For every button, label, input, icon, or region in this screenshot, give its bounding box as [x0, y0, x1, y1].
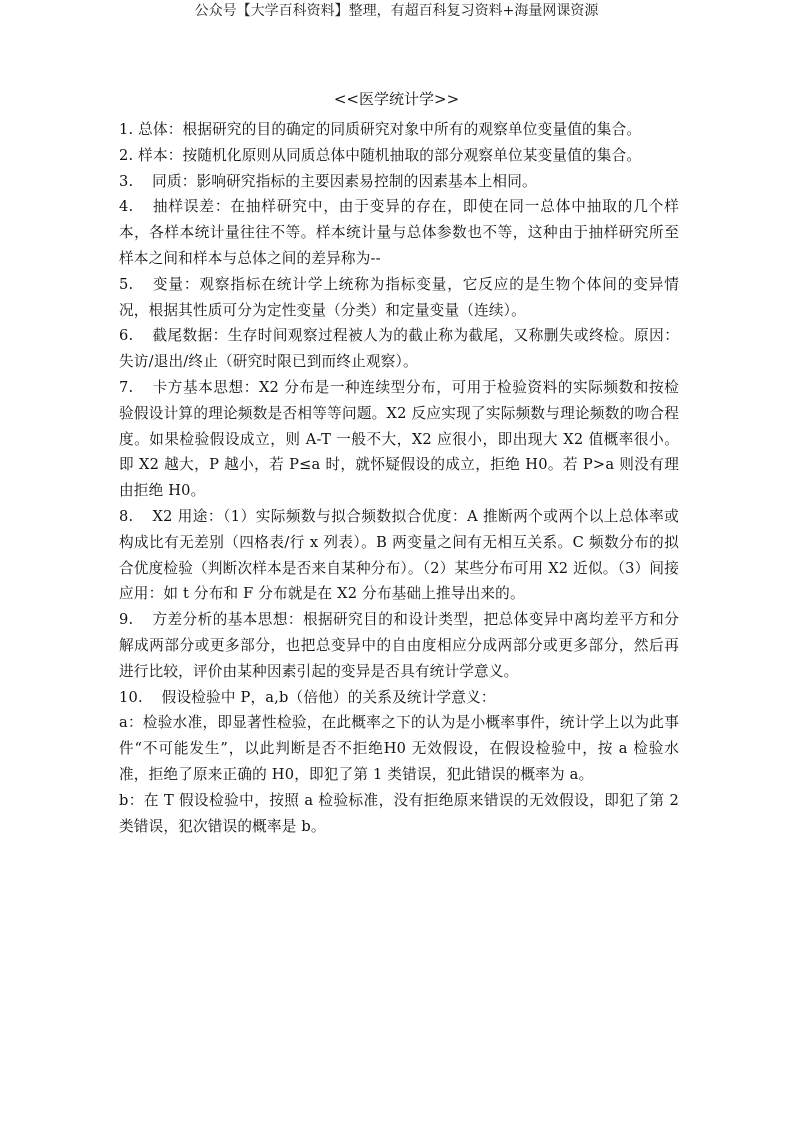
paragraph-text: b：在 T 假设检验中，按照 a 检验标准，没有拒绝原来错误的无效假设，即犯了第 2 类错误，犯次错误的概率是 b。: [119, 791, 679, 835]
paragraph-9: [119, 607, 679, 684]
paragraph-text: a：检验水准，即显著性检验，在此概率之下的认为是小概率事件，统计学上以为此事件“不可能发生”，以此判断是否不拒绝H0 无效假设，在假设检验中，按 a 检验水准，拒绝了原来正确的 H0，即犯了第 1 类错误，犯此错误的概率为 a。: [119, 714, 679, 783]
paragraph-text: 截尾数据：生存时间观察过程被人为的截止称为截尾，又称删失或终检。原因：失访/退出/终止（研究时限已到而终止观察）。: [119, 327, 679, 371]
paragraph-text: 同质：影响研究指标的主要因素易控制的因素基本上相同。: [152, 172, 537, 190]
page-header: 公众号【大学百科资料】整理，有超百科复习资料+海量网课资源: [194, 3, 599, 19]
paragraph-text: 抽样误差：在抽样研究中，由于变异的存在，即使在同一总体中抽取的几个样本，各样本统计量往往不等。样本统计量与总体参数也不等，这种由于抽样研究所至样本之间和样本与总体之间的差异称为--: [119, 198, 679, 267]
paragraph-4: [119, 194, 679, 271]
item-number: 1.: [119, 121, 134, 138]
paragraph-10: [119, 685, 679, 711]
item-number: 4.: [119, 198, 134, 216]
item-number: 5.: [119, 275, 134, 293]
item-number: 3.: [119, 172, 134, 190]
paragraph-beta: [119, 788, 679, 840]
item-number: 9.: [119, 611, 134, 629]
document-body: [119, 117, 679, 839]
item-number: 10.: [119, 688, 143, 706]
document-title: <<医学统计学>>: [333, 90, 460, 108]
paragraph-text: 卡方基本思想：X2 分布是一种连续型分布，可用于检验资料的实际频数和按检验假设计算的理论频数是否相等等问题。X2 反应实现了实际频数与理论频数的吻合程度。如果检验假设成立，则 A-T 一般不大，X2 应很小，即出现大 X2 值概率很小。即 X2 越大，P 越小，若 P≤a 时，就怀疑假设的成立，拒绝 H0。若 P>a 则没有理由拒绝 H0。: [119, 378, 679, 500]
paragraph-alpha: [119, 710, 679, 787]
item-number: 2.: [119, 146, 134, 164]
paragraph-text: 假设检验中 P，a,b（倍他）的关系及统计学意义：: [161, 688, 496, 706]
paragraph-6: [119, 323, 679, 375]
paragraph-text: 总体：根据研究的目的确定的同质研究对象中所有的观察单位变量值的集合。: [138, 121, 642, 138]
item-number: 7.: [119, 378, 134, 396]
item-number: 6.: [119, 327, 134, 345]
paragraph-7: [119, 375, 679, 504]
paragraph-text: 方差分析的基本思想：根据研究目的和设计类型，把总体变异中离均差平方和分解成两部分或更多部分，也把总变异中的自由度相应分成两部分或更多部分，然后再进行比较，评价由某种因素引起的变异是否具有统计学意义。: [119, 611, 679, 680]
paragraph-text: 变量：观察指标在统计学上统称为指标变量，它反应的是生物个体间的变异情况，根据其性质可分为定性变量（分类）和定量变量（连续）。: [119, 275, 679, 319]
paragraph-text: 样本：按随机化原则从同质总体中随机抽取的部分观察单位某变量值的集合。: [138, 146, 642, 164]
paragraph-3: [119, 169, 679, 195]
paragraph-1: [119, 117, 679, 143]
paragraph-text: X2 用途：（1）实际频数与拟合频数拟合优度：A 推断两个或两个以上总体率或构成比有无差别（四格表/行 x 列表）。B 两变量之间有无相互关系。C 频数分布的拟合优度检验（判断次样本是否来自某种分布）。（2）某些分布可用 X2 近似。（3）间接应用：如 t 分布和 F 分布就是在 X2 分布基础上推导出来的。: [119, 507, 679, 603]
item-number: 8.: [119, 507, 134, 525]
paragraph-5: [119, 272, 679, 324]
paragraph-2: [119, 143, 679, 169]
paragraph-8: [119, 504, 679, 607]
